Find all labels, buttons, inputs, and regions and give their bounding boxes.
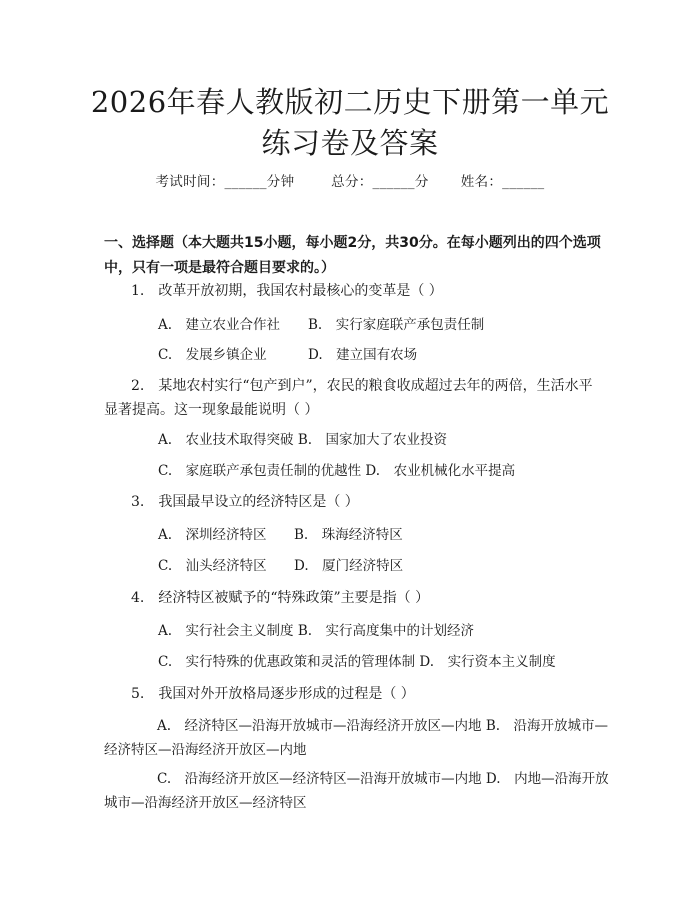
question-1-option-d: D. 建立国有农场	[308, 347, 418, 363]
question-1-option-a: A. 建立农业合作社	[158, 317, 281, 333]
question-1-option-b: B. 实行家庭联产承包责任制	[308, 317, 485, 333]
question-5-options-ab: A. 经济特区—沿海开放城市—沿海经济开放区—内地 B. 沿海开放城市—经济特区—沿海经济开放区—内地	[104, 718, 609, 758]
name-field: 姓名：______	[460, 174, 545, 190]
question-5-stem: 5. 我国对外开放格局逐步形成的过程是（ ）	[131, 686, 415, 702]
question-3-option-d: D. 厦门经济特区	[294, 558, 404, 574]
total-score-field: 总分：______分	[331, 174, 429, 190]
question-2-options-ab: A. 农业技术取得突破 B. 国家加大了农业投资	[158, 432, 448, 448]
question-3-option-c: C. 汕头经济特区	[158, 558, 267, 574]
question-2-stem: 2. 某地农村实行“包产到户”，农民的粮食收成超过去年的两倍，生活水平显著提高。这一现象最能说明（ ）	[104, 378, 593, 418]
question-1-stem: 1. 改革开放初期，我国农村最核心的变革是（ ）	[131, 283, 443, 299]
exam-time-field: 考试时间：______分钟	[155, 174, 295, 190]
question-3-stem: 3. 我国最早设立的经济特区是（ ）	[131, 494, 359, 510]
page-title: 2026年春人教版初二历史下册第一单元练习卷及答案	[90, 85, 610, 160]
question-4-stem: 4. 经济特区被赋予的“特殊政策”主要是指（ ）	[131, 590, 430, 606]
question-5-options-cd: C. 沿海经济开放区—经济特区—沿海开放城市—内地 D. 内地—沿海开放城市—沿海经济开放区—经济特区	[104, 771, 609, 811]
question-2-options-cd: C. 家庭联产承包责任制的优越性 D. 农业机械化水平提高	[158, 463, 516, 479]
question-4-options-ab: A. 实行社会主义制度 B. 实行高度集中的计划经济	[158, 623, 475, 639]
exam-info	[0, 170, 700, 190]
question-1-option-c: C. 发展乡镇企业	[158, 347, 267, 363]
section-heading: 一、选择题（本大题共15小题，每小题2分，共30分。在每小题列出的四个选项中，只有一项是最符合题目要求的。）	[104, 235, 601, 276]
question-3-option-a: A. 深圳经济特区	[158, 527, 267, 543]
question-4-options-cd: C. 实行特殊的优惠政策和灵活的管理体制 D. 实行资本主义制度	[158, 654, 556, 670]
question-3-option-b: B. 珠海经济特区	[294, 527, 403, 543]
